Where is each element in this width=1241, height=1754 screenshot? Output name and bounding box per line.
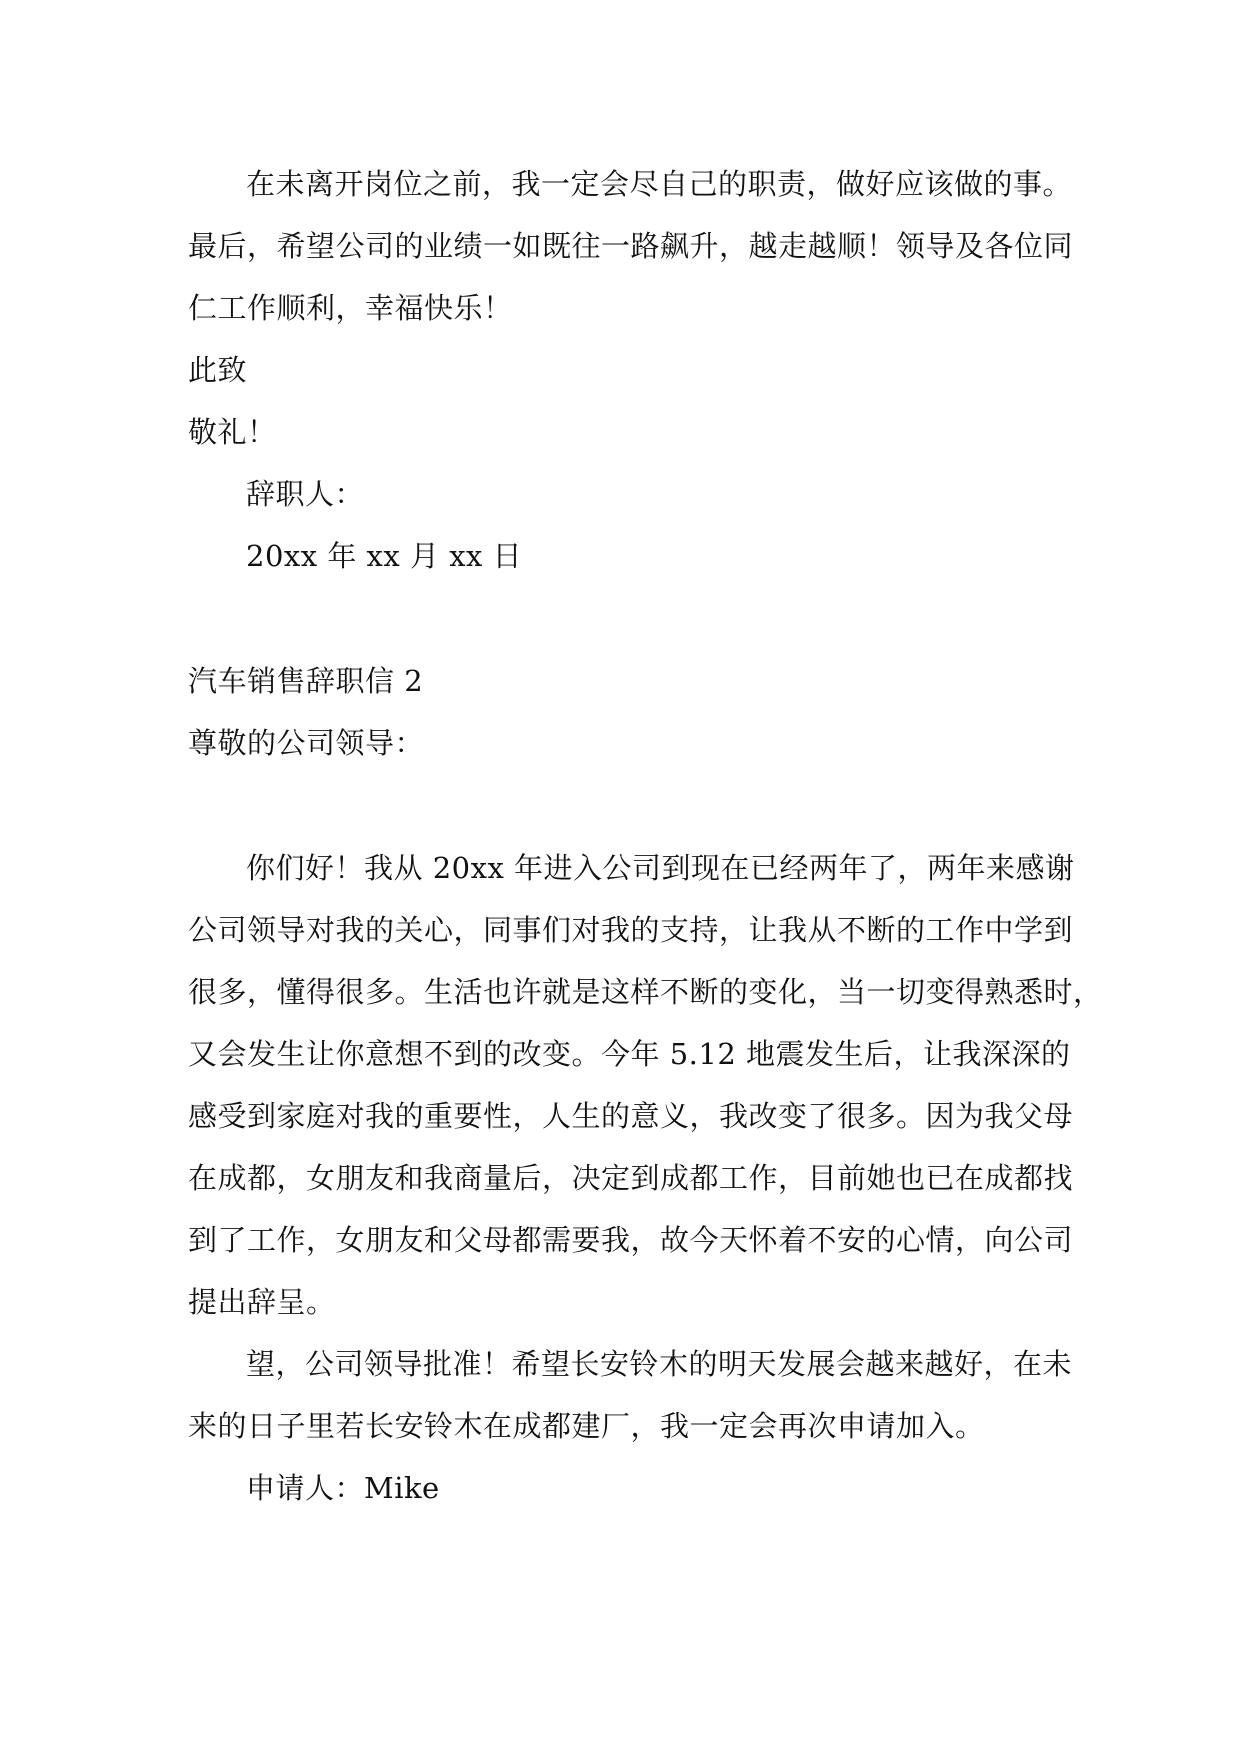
applicant-signature: 申请人：Mike <box>246 1471 440 1505</box>
paragraph-line: 提出辞呈。 <box>188 1285 336 1319</box>
paragraph-line: 感受到家庭对我的重要性，人生的意义，我改变了很多。因为我父母 <box>188 1099 1074 1133</box>
paragraph-line: 在未离开岗位之前，我一定会尽自己的职责，做好应该做的事。 <box>246 167 1073 201</box>
letter-title: 汽车销售辞职信 2 <box>188 664 424 698</box>
paragraph-line: 最后，希望公司的业绩一如既往一路飙升，越走越顺！领导及各位同 <box>188 229 1074 263</box>
paragraph-line: 又会发生让你意想不到的改变。今年 5.12 地震发生后，让我深深的 <box>188 1037 1071 1071</box>
signer-label: 辞职人： <box>246 477 365 511</box>
letter-date: 20xx 年 xx 月 xx 日 <box>246 539 523 573</box>
paragraph-line: 来的日子里若长安铃木在成都建厂，我一定会再次申请加入。 <box>188 1409 985 1443</box>
salutation-line: 敬礼！ <box>188 415 277 449</box>
salutation-line: 此致 <box>188 353 248 387</box>
paragraph-line: 在成都，女朋友和我商量后，决定到成都工作，目前她也已在成都找 <box>188 1161 1074 1195</box>
paragraph-line: 很多，懂得很多。生活也许就是这样不断的变化，当一切变得熟悉时， <box>188 975 1103 1009</box>
paragraph-line: 你们好！我从 20xx 年进入公司到现在已经两年了，两年来感谢 <box>246 851 1075 885</box>
paragraph-line: 到了工作，女朋友和父母都需要我，故今天怀着不安的心情，向公司 <box>188 1223 1074 1257</box>
paragraph-line: 望，公司领导批准！希望长安铃木的明天发展会越来越好，在未 <box>246 1347 1073 1381</box>
paragraph-line: 仁工作顺利，幸福快乐！ <box>188 291 513 325</box>
letter-greeting: 尊敬的公司领导： <box>188 726 425 760</box>
paragraph-line: 公司领导对我的关心，同事们对我的支持，让我从不断的工作中学到 <box>188 913 1074 947</box>
